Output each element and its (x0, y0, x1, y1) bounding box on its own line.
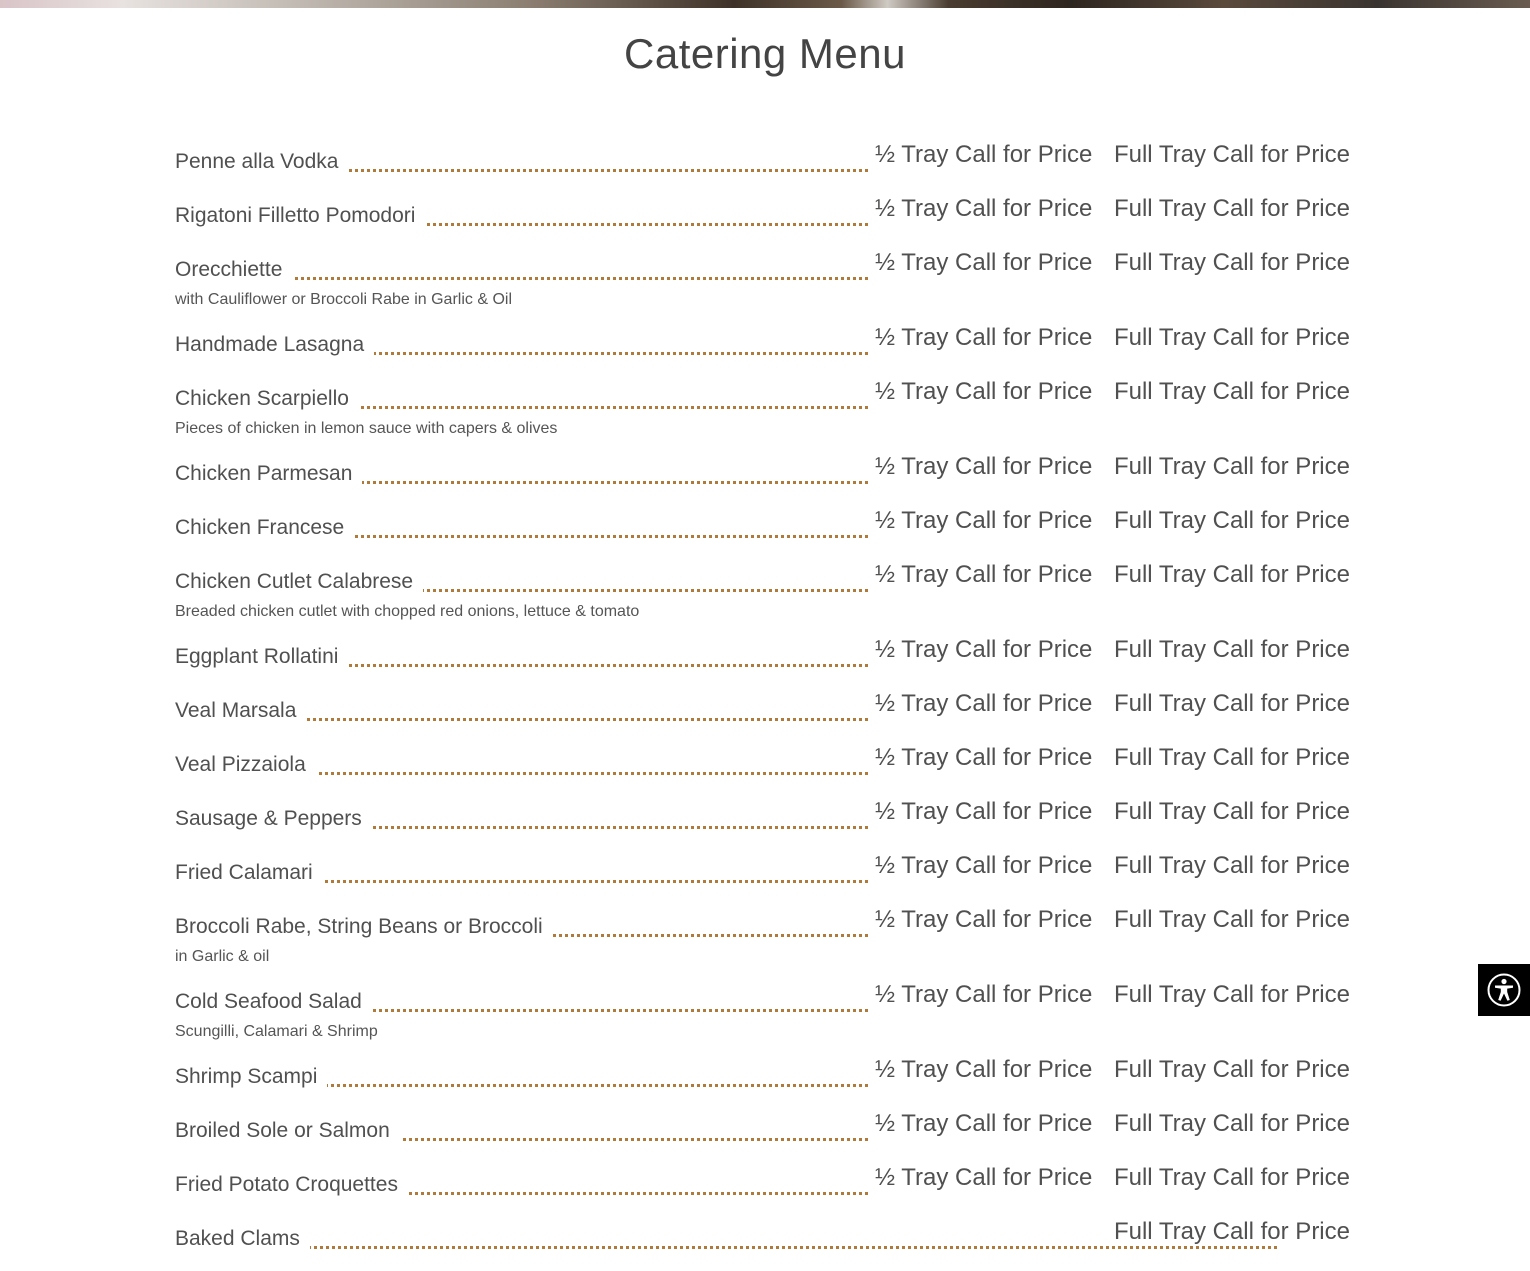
menu-item-spacer (175, 887, 1350, 905)
menu-item-name: Handmade Lasagna (175, 331, 374, 359)
menu-item-spacer (175, 967, 1350, 980)
full-tray-price: Full Tray Call for Price (1113, 798, 1350, 825)
menu-item-row (175, 1055, 1350, 1091)
menu-item-name: Veal Pizzaiola (175, 751, 316, 779)
menu-item-row (175, 323, 1350, 359)
full-tray-price: Full Tray Call for Price (1113, 324, 1350, 351)
menu-item-row (175, 1109, 1350, 1145)
full-tray-price: Full Tray Call for Price (1113, 690, 1350, 717)
accessibility-button[interactable] (1478, 964, 1530, 1016)
menu-item-spacer (175, 833, 1350, 851)
full-tray-price: Full Tray Call for Price (1113, 507, 1350, 534)
menu-item-spacer (175, 1145, 1350, 1163)
menu-item-name: Penne alla Vodka (175, 148, 348, 176)
menu-item-spacer (175, 310, 1350, 323)
menu-item (175, 377, 1350, 439)
menu-item-spacer (175, 359, 1350, 377)
accessibility-icon (1487, 973, 1521, 1007)
menu-item-spacer (175, 779, 1350, 797)
menu-item-row (175, 248, 1350, 284)
menu-item-description: with Cauliflower or Broccoli Rabe in Garlic & Oil (175, 291, 512, 308)
menu-item-name: Fried Calamari (175, 859, 323, 887)
menu-item-row (175, 851, 1350, 887)
menu-item (175, 743, 1350, 779)
menu-item-name: Shrimp Scampi (175, 1063, 327, 1091)
full-tray-price: Full Tray Call for Price (1113, 141, 1350, 168)
menu-item-spacer (175, 230, 1350, 248)
menu-item-spacer (175, 671, 1350, 689)
half-tray-price: ½ Tray Call for Price (875, 453, 1093, 480)
menu-item-name: Chicken Cutlet Calabrese (175, 568, 423, 596)
menu-item-name: Sausage & Peppers (175, 805, 372, 833)
full-tray-price: Full Tray Call for Price (1113, 852, 1350, 879)
menu-item (175, 635, 1350, 671)
menu-item-spacer (175, 439, 1350, 452)
menu-item-row (175, 560, 1350, 596)
full-tray-price: Full Tray Call for Price (1113, 195, 1350, 222)
half-tray-price: ½ Tray Call for Price (875, 690, 1093, 717)
menu-item-row (175, 194, 1350, 230)
menu-item-row (175, 506, 1350, 542)
full-tray-price: Full Tray Call for Price (1113, 378, 1350, 405)
half-tray-price: ½ Tray Call for Price (875, 1056, 1093, 1083)
full-tray-price: Full Tray Call for Price (1113, 249, 1350, 276)
menu-item-name: Veal Marsala (175, 697, 306, 725)
half-tray-price: ½ Tray Call for Price (875, 249, 1093, 276)
menu-item-name: Eggplant Rollatini (175, 643, 348, 671)
menu-item-row (175, 140, 1350, 176)
half-tray-price: ½ Tray Call for Price (875, 507, 1093, 534)
half-tray-price: ½ Tray Call for Price (875, 141, 1093, 168)
menu-item-name: Cold Seafood Salad (175, 988, 372, 1016)
full-tray-price: Full Tray Call for Price (1113, 906, 1350, 933)
menu-item (175, 797, 1350, 833)
half-tray-price: ½ Tray Call for Price (875, 852, 1093, 879)
menu-item-row (175, 980, 1350, 1016)
full-tray-price: Full Tray Call for Price (1113, 561, 1350, 588)
menu-item-name: Broccoli Rabe, String Beans or Broccoli (175, 913, 553, 941)
menu-item-name: Broiled Sole or Salmon (175, 1117, 400, 1145)
half-tray-price: ½ Tray Call for Price (875, 324, 1093, 351)
menu-item (175, 1109, 1350, 1145)
menu-item-name: Orecchiette (175, 256, 292, 284)
full-tray-price: Full Tray Call for Price (1113, 1110, 1350, 1137)
menu-item (175, 248, 1350, 310)
menu-item-name: Chicken Parmesan (175, 460, 362, 488)
half-tray-price: ½ Tray Call for Price (875, 1164, 1093, 1191)
page-title: Catering Menu (624, 30, 906, 77)
menu-item (175, 560, 1350, 622)
menu-item-row (175, 905, 1350, 941)
menu-item-row (175, 743, 1350, 779)
menu-item-name: Rigatoni Filletto Pomodori (175, 202, 425, 230)
menu-item-description: Scungilli, Calamari & Shrimp (175, 1023, 378, 1040)
menu-item (175, 506, 1350, 542)
half-tray-price: ½ Tray Call for Price (875, 798, 1093, 825)
menu-item (175, 851, 1350, 887)
half-tray-price: ½ Tray Call for Price (875, 636, 1093, 663)
half-tray-price: ½ Tray Call for Price (875, 1110, 1093, 1137)
menu-item (175, 980, 1350, 1042)
menu-item-spacer (175, 1253, 1350, 1271)
menu-item-name: Chicken Scarpiello (175, 385, 359, 413)
half-tray-price: ½ Tray Call for Price (875, 744, 1093, 771)
menu-item-spacer (175, 176, 1350, 194)
menu-item (175, 1163, 1350, 1199)
menu-item-spacer (175, 725, 1350, 743)
menu-item (175, 689, 1350, 725)
menu-item-row (175, 1163, 1350, 1199)
menu-item-name: Fried Potato Croquettes (175, 1171, 408, 1199)
half-tray-price: ½ Tray Call for Price (875, 561, 1093, 588)
menu-item-spacer (175, 622, 1350, 635)
menu-item (175, 194, 1350, 230)
menu-item-description: Breaded chicken cutlet with chopped red onions, lettuce & tomato (175, 603, 640, 620)
full-tray-price: Full Tray Call for Price (1113, 981, 1350, 1008)
menu-item-spacer (175, 1042, 1350, 1055)
menu-item-description: in Garlic & oil (175, 948, 270, 965)
menu-item-spacer (175, 488, 1350, 506)
menu-item-row (175, 797, 1350, 833)
menu-item-row (175, 689, 1350, 725)
catering-menu-list (175, 140, 1350, 1271)
half-tray-price: ½ Tray Call for Price (875, 195, 1093, 222)
full-tray-price: Full Tray Call for Price (1113, 744, 1350, 771)
full-tray-price: Full Tray Call for Price (1113, 1164, 1350, 1191)
menu-item-spacer (175, 1091, 1350, 1109)
menu-item-description: Pieces of chicken in lemon sauce with capers & olives (175, 420, 558, 437)
hero-image-strip (0, 0, 1530, 8)
menu-item (175, 905, 1350, 967)
menu-item (175, 140, 1350, 176)
half-tray-price: ½ Tray Call for Price (875, 906, 1093, 933)
menu-item-name: Baked Clams (175, 1225, 310, 1253)
full-tray-price: Full Tray Call for Price (1113, 636, 1350, 663)
menu-item-row (175, 635, 1350, 671)
menu-item (175, 452, 1350, 488)
menu-item-name: Chicken Francese (175, 514, 354, 542)
menu-item (175, 1217, 1350, 1253)
full-tray-price: Full Tray Call for Price (1113, 1218, 1350, 1245)
menu-item (175, 323, 1350, 359)
menu-item-row (175, 377, 1350, 413)
menu-item-spacer (175, 542, 1350, 560)
full-tray-price: Full Tray Call for Price (1113, 453, 1350, 480)
menu-item-row (175, 1217, 1350, 1253)
menu-item (175, 1055, 1350, 1091)
menu-item-spacer (175, 1199, 1350, 1217)
menu-item-row (175, 452, 1350, 488)
half-tray-price: ½ Tray Call for Price (875, 378, 1093, 405)
half-tray-price: ½ Tray Call for Price (875, 981, 1093, 1008)
full-tray-price: Full Tray Call for Price (1113, 1056, 1350, 1083)
